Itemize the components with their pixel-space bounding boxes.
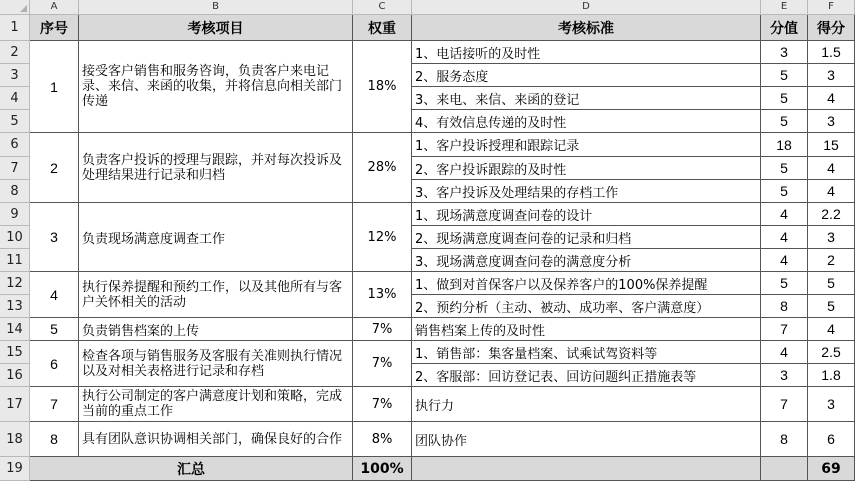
row-header-14[interactable]: 14 bbox=[0, 318, 30, 341]
item-cell[interactable]: 接受客户销售和服务咨询，负责客户来电记录、来信、来函的收集，并将信息向相关部门传递 bbox=[79, 41, 353, 133]
row-header-7[interactable]: 7 bbox=[0, 157, 30, 180]
total-label-cell[interactable]: 汇总 bbox=[30, 457, 353, 481]
item-cell[interactable]: 检查各项与销售服务及客服有关准则执行情况以及对相关表格进行记录和存档 bbox=[79, 341, 353, 387]
total-weight-cell[interactable]: 100% bbox=[353, 457, 412, 481]
row-header-2[interactable]: 2 bbox=[0, 41, 30, 64]
score-cell[interactable]: 5 bbox=[808, 272, 855, 295]
weight-cell[interactable]: 12% bbox=[353, 203, 412, 272]
row-header-12[interactable]: 12 bbox=[0, 272, 30, 295]
max-score-cell[interactable]: 4 bbox=[761, 341, 808, 364]
max-score-cell[interactable]: 3 bbox=[761, 364, 808, 387]
row-header-1[interactable]: 1 bbox=[0, 15, 30, 41]
score-cell[interactable]: 4 bbox=[808, 87, 855, 110]
header-cell-criteria[interactable]: 考核标准 bbox=[412, 15, 761, 41]
row-header-9[interactable]: 9 bbox=[0, 203, 30, 226]
row-header-10[interactable]: 10 bbox=[0, 226, 30, 249]
seq-cell[interactable]: 7 bbox=[30, 387, 79, 422]
seq-cell[interactable]: 5 bbox=[30, 318, 79, 341]
row-header-16[interactable]: 16 bbox=[0, 364, 30, 387]
seq-cell[interactable]: 4 bbox=[30, 272, 79, 318]
row-header-6[interactable]: 6 bbox=[0, 133, 30, 157]
row-header-8[interactable]: 8 bbox=[0, 180, 30, 203]
score-cell[interactable]: 15 bbox=[808, 133, 855, 157]
item-cell[interactable]: 执行保养提醒和预约工作，以及其他所有与客户关怀相关的活动 bbox=[79, 272, 353, 318]
max-score-cell[interactable]: 18 bbox=[761, 133, 808, 157]
select-all-corner[interactable] bbox=[0, 0, 30, 15]
score-cell[interactable]: 1.8 bbox=[808, 364, 855, 387]
max-score-cell[interactable]: 5 bbox=[761, 180, 808, 203]
score-cell[interactable]: 3 bbox=[808, 110, 855, 133]
criteria-cell[interactable]: 1、销售部：集客量档案、试乘试驾资料等 bbox=[412, 341, 761, 364]
score-cell[interactable]: 2 bbox=[808, 249, 855, 272]
criteria-cell[interactable]: 4、有效信息传递的及时性 bbox=[412, 110, 761, 133]
score-cell[interactable]: 1.5 bbox=[808, 41, 855, 64]
max-score-cell[interactable]: 5 bbox=[761, 110, 808, 133]
row-header-17[interactable]: 17 bbox=[0, 387, 30, 422]
max-score-cell[interactable]: 4 bbox=[761, 203, 808, 226]
max-score-cell[interactable]: 7 bbox=[761, 387, 808, 422]
criteria-cell[interactable]: 团队协作 bbox=[412, 422, 761, 457]
score-cell[interactable]: 3 bbox=[808, 64, 855, 87]
max-score-cell[interactable]: 5 bbox=[761, 87, 808, 110]
column-header-c[interactable]: C bbox=[353, 0, 412, 15]
max-score-cell[interactable]: 5 bbox=[761, 64, 808, 87]
header-cell-seq[interactable]: 序号 bbox=[30, 15, 79, 41]
item-cell[interactable]: 负责客户投诉的授理与跟踪，并对每次投诉及处理结果进行记录和归档 bbox=[79, 133, 353, 203]
column-header-b[interactable]: B bbox=[79, 0, 353, 15]
criteria-cell[interactable]: 3、来电、来信、来函的登记 bbox=[412, 87, 761, 110]
item-cell[interactable]: 负责销售档案的上传 bbox=[79, 318, 353, 341]
total-max-cell[interactable] bbox=[761, 457, 808, 481]
weight-cell[interactable]: 28% bbox=[353, 133, 412, 203]
header-cell-score[interactable]: 得分 bbox=[808, 15, 855, 41]
max-score-cell[interactable]: 3 bbox=[761, 41, 808, 64]
weight-cell[interactable]: 18% bbox=[353, 41, 412, 133]
score-cell[interactable]: 4 bbox=[808, 180, 855, 203]
header-cell-score-max[interactable]: 分值 bbox=[761, 15, 808, 41]
criteria-cell[interactable]: 2、客户投诉跟踪的及时性 bbox=[412, 157, 761, 180]
score-cell[interactable]: 2.5 bbox=[808, 341, 855, 364]
criteria-cell[interactable]: 1、客户投诉授理和跟踪记录 bbox=[412, 133, 761, 157]
seq-cell[interactable]: 2 bbox=[30, 133, 79, 203]
item-cell[interactable]: 执行公司制定的客户满意度计划和策略，完成当前的重点工作 bbox=[79, 387, 353, 422]
score-cell[interactable]: 2.2 bbox=[808, 203, 855, 226]
criteria-cell[interactable]: 1、现场满意度调查问卷的设计 bbox=[412, 203, 761, 226]
criteria-cell[interactable]: 1、做到对首保客户以及保养客户的100%保养提醒 bbox=[412, 272, 761, 295]
row-header-15[interactable]: 15 bbox=[0, 341, 30, 364]
header-cell-item[interactable]: 考核项目 bbox=[79, 15, 353, 41]
column-header-e[interactable]: E bbox=[761, 0, 808, 15]
criteria-cell[interactable]: 2、客服部：回访登记表、回访问题纠正措施表等 bbox=[412, 364, 761, 387]
weight-cell[interactable]: 8% bbox=[353, 422, 412, 457]
row-header-13[interactable]: 13 bbox=[0, 295, 30, 318]
criteria-cell[interactable]: 2、预约分析（主动、被动、成功率、客户满意度） bbox=[412, 295, 761, 318]
score-cell[interactable]: 6 bbox=[808, 422, 855, 457]
seq-cell[interactable]: 1 bbox=[30, 41, 79, 133]
score-cell[interactable]: 4 bbox=[808, 157, 855, 180]
column-header-f[interactable]: F bbox=[808, 0, 855, 15]
criteria-cell[interactable]: 销售档案上传的及时性 bbox=[412, 318, 761, 341]
score-cell[interactable]: 3 bbox=[808, 226, 855, 249]
seq-cell[interactable]: 8 bbox=[30, 422, 79, 457]
max-score-cell[interactable]: 4 bbox=[761, 249, 808, 272]
criteria-cell[interactable]: 执行力 bbox=[412, 387, 761, 422]
max-score-cell[interactable]: 4 bbox=[761, 226, 808, 249]
seq-cell[interactable]: 6 bbox=[30, 341, 79, 387]
weight-cell[interactable]: 7% bbox=[353, 387, 412, 422]
criteria-cell[interactable]: 2、现场满意度调查问卷的记录和归档 bbox=[412, 226, 761, 249]
row-header-4[interactable]: 4 bbox=[0, 87, 30, 110]
max-score-cell[interactable]: 5 bbox=[761, 157, 808, 180]
item-cell[interactable]: 具有团队意识协调相关部门，确保良好的合作 bbox=[79, 422, 353, 457]
total-score-cell[interactable]: 69 bbox=[808, 457, 855, 481]
row-header-5[interactable]: 5 bbox=[0, 110, 30, 133]
max-score-cell[interactable]: 5 bbox=[761, 272, 808, 295]
score-cell[interactable]: 5 bbox=[808, 295, 855, 318]
score-cell[interactable]: 3 bbox=[808, 387, 855, 422]
row-header-11[interactable]: 11 bbox=[0, 249, 30, 272]
row-header-18[interactable]: 18 bbox=[0, 422, 30, 457]
criteria-cell[interactable]: 3、客户投诉及处理结果的存档工作 bbox=[412, 180, 761, 203]
total-criteria-cell[interactable] bbox=[412, 457, 761, 481]
weight-cell[interactable]: 13% bbox=[353, 272, 412, 318]
weight-cell[interactable]: 7% bbox=[353, 318, 412, 341]
weight-cell[interactable]: 7% bbox=[353, 341, 412, 387]
seq-cell[interactable]: 3 bbox=[30, 203, 79, 272]
max-score-cell[interactable]: 7 bbox=[761, 318, 808, 341]
max-score-cell[interactable]: 8 bbox=[761, 422, 808, 457]
column-header-a[interactable]: A bbox=[30, 0, 79, 15]
row-header-3[interactable]: 3 bbox=[0, 64, 30, 87]
max-score-cell[interactable]: 8 bbox=[761, 295, 808, 318]
criteria-cell[interactable]: 2、服务态度 bbox=[412, 64, 761, 87]
score-cell[interactable]: 4 bbox=[808, 318, 855, 341]
row-header-19[interactable]: 19 bbox=[0, 457, 30, 481]
header-cell-weight[interactable]: 权重 bbox=[353, 15, 412, 41]
criteria-cell[interactable]: 3、现场满意度调查问卷的满意度分析 bbox=[412, 249, 761, 272]
item-cell[interactable]: 负责现场满意度调查工作 bbox=[79, 203, 353, 272]
column-header-d[interactable]: D bbox=[412, 0, 761, 15]
criteria-cell[interactable]: 1、电话接听的及时性 bbox=[412, 41, 761, 64]
